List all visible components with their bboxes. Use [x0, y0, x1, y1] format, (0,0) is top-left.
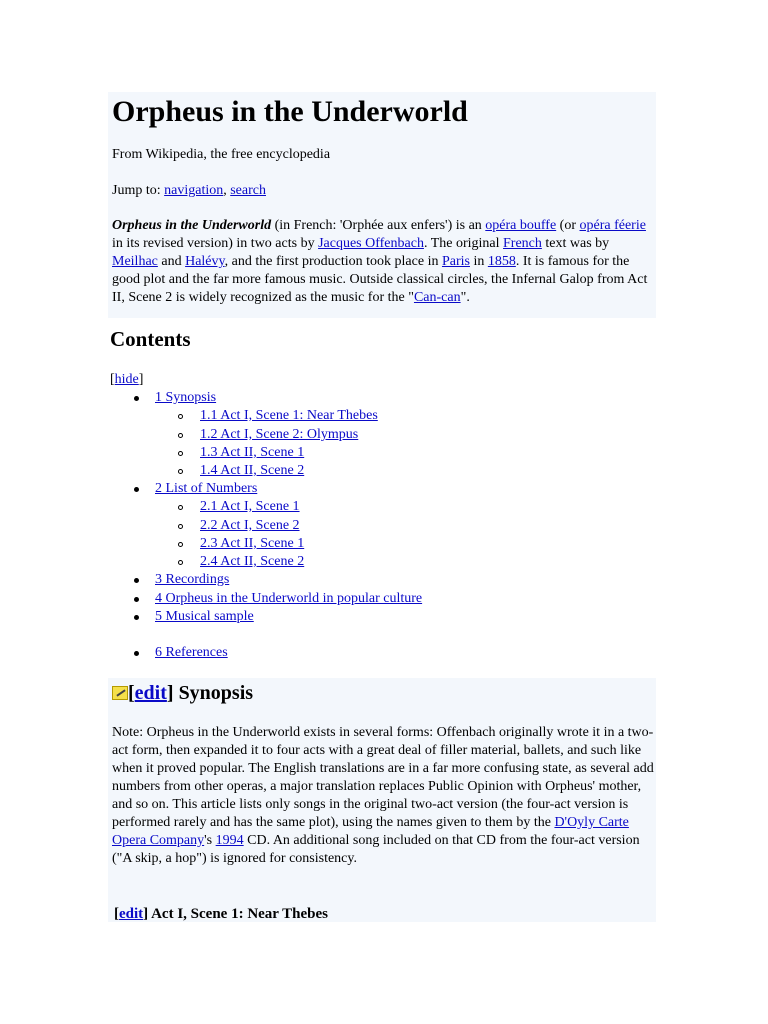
intro-text: , and the first production took place in — [224, 254, 442, 269]
heading-bracket: [ — [114, 906, 119, 922]
toc-item[interactable]: 2 List of Numbers — [155, 481, 258, 496]
heading-bracket: [ — [128, 682, 135, 704]
intro-text: text was by — [541, 236, 610, 251]
toc-item[interactable]: 3 Recordings — [155, 572, 230, 587]
toc-subitem[interactable]: 1.3 Act II, Scene 1 — [200, 445, 305, 460]
link-opera-bouffe[interactable]: opéra bouffe — [485, 218, 557, 233]
jump-search-link[interactable]: search — [230, 183, 266, 198]
toc-sub-bullet — [178, 542, 183, 547]
act1-title: Act I, Scene 1: Near Thebes — [151, 906, 329, 922]
synopsis-title: Synopsis — [178, 682, 254, 704]
toc-bracket: [ — [110, 372, 115, 387]
link-paris[interactable]: Paris — [441, 254, 470, 269]
toc-sub-bullet — [178, 433, 183, 438]
heading-bracket: ] — [166, 682, 179, 704]
toc-bullet — [134, 396, 139, 401]
intro-text: in its revised version) in two acts by — [112, 236, 319, 251]
synopsis-text: CD. An additional song included on that CD from the four-act version ("A skip, a hop") is ignored for consistency. — [112, 833, 640, 866]
link-meilhac[interactable]: Meilhac — [112, 254, 158, 269]
link-french[interactable]: French — [503, 236, 542, 251]
intro-text: . It is famous for the good plot and the far more famous music. Outside classical circles, the Infernal Galop from Act II, Scene 2 is widely recognized as the music for the " — [112, 254, 648, 305]
toc-sub-bullet — [178, 560, 183, 565]
toc-sub-bullet — [178, 524, 183, 529]
jump-navigation-link[interactable]: navigation — [164, 183, 224, 198]
intro-text: . The original — [423, 236, 504, 251]
toc-sub-bullet — [178, 505, 183, 510]
toc-subitem[interactable]: 2.3 Act II, Scene 1 — [200, 536, 305, 551]
tagline: From Wikipedia, the free encyclopedia — [112, 147, 331, 162]
toc-hide-link[interactable]: hide — [114, 372, 139, 387]
link-doyly-carte[interactable]: D'Oyly Carte Opera Company — [112, 815, 629, 848]
toc-bullet — [134, 651, 139, 656]
act1-scene1-heading — [114, 904, 328, 924]
toc-subitem[interactable]: 1.4 Act II, Scene 2 — [200, 463, 305, 478]
link-halevy[interactable]: Halévy — [185, 254, 225, 269]
act1-edit-link[interactable]: edit — [119, 906, 144, 922]
toc-subitem[interactable]: 2.1 Act I, Scene 1 — [200, 499, 300, 514]
intro-text: and — [157, 254, 186, 269]
toc-sub-bullet — [178, 414, 183, 419]
toc-item[interactable]: 6 References — [155, 645, 228, 660]
toc-subitem[interactable]: 1.1 Act I, Scene 1: Near Thebes — [200, 408, 378, 423]
heading-bracket: ] — [143, 906, 152, 922]
toc-bullet — [134, 597, 139, 602]
toc-bullet — [134, 578, 139, 583]
intro-text: (in French: 'Orphée aux enfers') is an — [271, 218, 486, 233]
jump-separator: , — [223, 183, 231, 198]
toc-bullet — [134, 615, 139, 620]
jump-to — [112, 182, 655, 200]
link-1858[interactable]: 1858 — [487, 254, 516, 269]
link-1994[interactable]: 1994 — [215, 833, 244, 848]
toc-subitem[interactable]: 1.2 Act I, Scene 2: Olympus — [200, 427, 359, 442]
intro-text: ". — [460, 290, 470, 305]
intro-text: in — [469, 254, 488, 269]
synopsis-heading — [112, 680, 253, 706]
link-can-can[interactable]: Can-can — [413, 290, 461, 305]
toc-sub-bullet — [178, 451, 183, 456]
toc-item[interactable]: 5 Musical sample — [155, 609, 254, 624]
toc-item[interactable]: 1 Synopsis — [155, 390, 217, 405]
toc-hide-toggle — [110, 371, 143, 389]
toc-item[interactable]: 4 Orpheus in the Underworld in popular culture — [155, 591, 423, 606]
toc-subitem[interactable]: 2.4 Act II, Scene 2 — [200, 554, 305, 569]
edit-pencil-icon[interactable] — [112, 686, 128, 700]
synopsis-edit-link[interactable]: edit — [134, 682, 167, 704]
synopsis-paragraph — [112, 724, 655, 868]
toc-sub-bullet — [178, 469, 183, 474]
intro-text: (or — [556, 218, 580, 233]
intro-paragraph — [112, 217, 655, 307]
page-title: Orpheus in the Underworld — [112, 95, 468, 128]
toc-bullet — [134, 487, 139, 492]
synopsis-text: 's — [204, 833, 216, 848]
link-offenbach[interactable]: Jacques Offenbach — [318, 236, 424, 251]
intro-title: Orpheus in the Underworld — [112, 218, 272, 233]
link-opera-feerie[interactable]: opéra féerie — [579, 218, 646, 233]
synopsis-text: Note: Orpheus in the Underworld exists in several forms: Offenbach originally wrote it in a two-act form, then expanded it to four acts with a great deal of filler material, ballets, and such like when it proved popular. The English translations are in a far more confusing state, as several add numbers from other operas, a major translation replaces Public Opinion with Orpheus' mother, and so on. This article lists only songs in the original two-act version (the four-act version is performed rarely and has the same plot), using the names given to them by the — [112, 725, 654, 830]
toc-subitem[interactable]: 2.2 Act I, Scene 2 — [200, 518, 300, 533]
jump-prefix: Jump to: — [112, 183, 165, 198]
toc-bracket: ] — [138, 372, 144, 387]
contents-heading: Contents — [110, 327, 191, 351]
